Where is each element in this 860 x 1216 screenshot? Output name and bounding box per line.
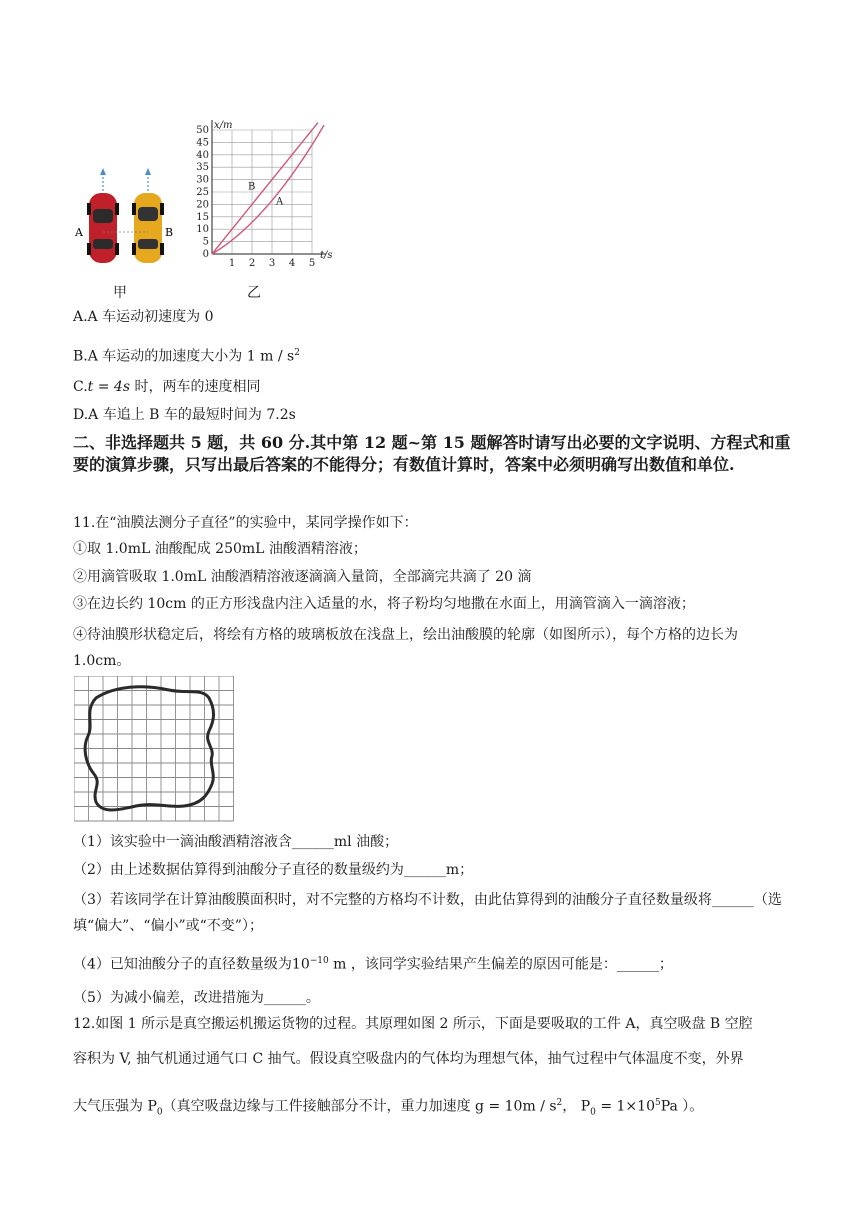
xt-y-tick-label: 35: [196, 162, 209, 174]
xt-y-tick-label: 0: [202, 249, 209, 260]
option-b: B.A 车运动的加速度大小为 1 m / $s^2$: [73, 348, 300, 365]
xt-y-tick-label: 15: [196, 211, 209, 223]
car-b-icon: [132, 193, 164, 263]
q12-line2: 容积为 V, 抽气机通过通气口 C 抽气。假设真空吸盘内的气体均为理想气体，抽气过程中气体温度不变，外界: [73, 1051, 744, 1067]
xt-graph: [190, 112, 350, 272]
q11-step4: ④待油膜形状稳定后，将绘有方格的玻璃板放在浅盘上，绘出油酸膜的轮廓（如图所示），每个方格的边长为 1.0cm。: [73, 627, 738, 669]
oil-film-grid-figure: [74, 676, 234, 823]
xt-y-tick-label: 45: [196, 137, 209, 149]
xt-x-tick-label: 4: [288, 258, 296, 269]
xt-curve-a: [212, 125, 324, 254]
car-b-label: B: [165, 226, 174, 239]
xt-y-tick-label: 50: [196, 125, 209, 136]
xt-x-tick-label: 3: [268, 258, 276, 269]
label-yi: 乙: [247, 285, 261, 301]
car-a-label: A: [75, 226, 83, 239]
section2-heading: 二、非选择题共 5 题，共 60 分.其中第 12 题~第 15 题解答时请写出必要的文字说明、方程式和重要的演算步骤，只写出最后答案的不能得分；有数值计算时，答案中必须明确写出数值和单位.: [73, 433, 791, 474]
car-a-icon: [87, 193, 119, 263]
q12-line1: 12.如图 1 所示是真空搬运机搬运货物的过程。其原理如图 2 所示，下面是要吸取的工件 A，真空吸盘 B 空腔: [73, 1016, 753, 1032]
xt-y-tick-label: 25: [196, 187, 209, 198]
cars-figure: [70, 165, 180, 270]
label-jia: 甲: [113, 285, 127, 301]
q11-sub2: （2）由上述数据估算得到油酸分子直径的数量级约为______m；: [73, 862, 474, 878]
xt-y-tick-label: 5: [202, 236, 209, 248]
xt-x-axis-label: t/s: [320, 250, 333, 261]
xt-y-tick-label: 30: [196, 174, 209, 186]
xt-y-tick-label: 20: [196, 199, 209, 211]
xt-curve-b-label: B: [248, 181, 256, 193]
q11-stem: 11.在“油膜法测分子直径”的实验中，某同学操作如下：: [73, 515, 418, 531]
q11-step2: ②用滴管吸取 1.0mL 油酸酒精溶液逐滴滴入量筒，全部滴完共滴了 20 滴: [73, 569, 532, 585]
q12-line3: 大气压强为 $P_0$（真空吸盘边缘与工件接触部分不计，重力加速度 $g = 10m / s^2$， $P_0 = 1\times 10^5Pa$ ）。: [73, 1098, 704, 1118]
q11-sub4: （4）已知油酸分子的直径数量级为$10^{-10}$ m ，该同学实验结果产生偏差的原因可能是：______；: [73, 956, 673, 973]
option-c: C.t = 4s 时，两车的速度相同: [73, 379, 261, 395]
q11-sub1: （1）该实验中一滴油酸酒精溶液含______ml 油酸；: [73, 834, 399, 850]
q11-sub3: （3）若该同学在计算油酸膜面积时，对不完整的方格均不计数，由此估算得到的油酸分子直径数量级将______（选填“偏大”、“偏小”或“不变”）；: [73, 892, 782, 934]
xt-y-tick-label: 40: [196, 149, 209, 161]
xt-y-tick-label: 10: [196, 224, 209, 236]
option-d: D.A 车追上 B 车的最短时间为 7.2s: [73, 407, 296, 423]
option-a: A.A 车运动初速度为 0: [73, 309, 214, 325]
q11-step1: ①取 1.0mL 油酸配成 250mL 油酸酒精溶液；: [73, 541, 367, 557]
xt-x-tick-label: 2: [248, 258, 256, 269]
xt-x-tick-label: 5: [308, 258, 316, 269]
q11-sub5: （5）为减小偏差，改进措施为______。: [73, 990, 320, 1006]
xt-y-axis-label: x/m: [214, 120, 233, 131]
xt-curve-a-label: A: [276, 196, 284, 208]
xt-x-tick-label: 1: [228, 258, 236, 269]
q11-step3: ③在边长约 10cm 的正方形浅盘内注入适量的水，将子粉均匀地撒在水面上，用滴管滴入一滴溶液；: [73, 596, 695, 612]
